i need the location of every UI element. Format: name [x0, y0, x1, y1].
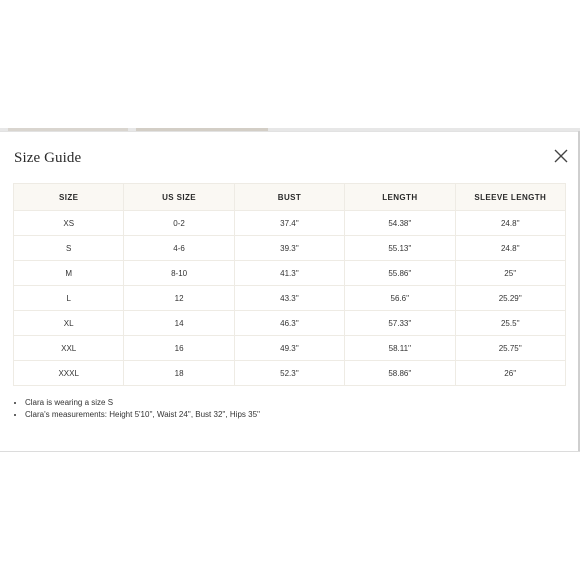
table-row: [14, 286, 566, 311]
cell-bust: 41.3'': [234, 261, 344, 286]
cell-length: 56.6'': [345, 286, 455, 311]
list-item: • Clara is wearing a size S: [25, 397, 260, 409]
cell-us-size: 8-10: [124, 261, 234, 286]
size-guide-modal: [0, 131, 580, 452]
cell-bust: 39.3'': [234, 236, 344, 261]
table-row: [14, 261, 566, 286]
cell-sleeve-length: 25'': [455, 261, 565, 286]
table-header-row: [14, 184, 566, 211]
cell-us-size: 14: [124, 311, 234, 336]
cell-sleeve-length: 26'': [455, 361, 565, 386]
cell-us-size: 16: [124, 336, 234, 361]
cell-length: 58.86'': [345, 361, 455, 386]
table-row: [14, 361, 566, 386]
cell-size: M: [14, 261, 124, 286]
cell-sleeve-length: 25.75'': [455, 336, 565, 361]
cell-us-size: 0-2: [124, 211, 234, 236]
modal-title: Size Guide: [14, 150, 82, 166]
table-row: [14, 236, 566, 261]
cell-us-size: 4-6: [124, 236, 234, 261]
column-header-size: SIZE: [14, 184, 124, 211]
cell-us-size: 18: [124, 361, 234, 386]
close-icon: [552, 147, 570, 165]
cell-length: 57.33'': [345, 311, 455, 336]
column-header-sleeve-length: SLEEVE LENGTH: [455, 184, 565, 211]
cell-bust: 37.4'': [234, 211, 344, 236]
cell-size: XS: [14, 211, 124, 236]
cell-length: 54.38'': [345, 211, 455, 236]
cell-bust: 49.3'': [234, 336, 344, 361]
column-header-bust: BUST: [234, 184, 344, 211]
cell-bust: 43.3'': [234, 286, 344, 311]
table-row: [14, 336, 566, 361]
cell-size: XXXL: [14, 361, 124, 386]
close-button[interactable]: [552, 147, 570, 165]
cell-size: XL: [14, 311, 124, 336]
cell-size: L: [14, 286, 124, 311]
cell-size: XXL: [14, 336, 124, 361]
size-table: [13, 183, 566, 386]
cell-sleeve-length: 24.8'': [455, 236, 565, 261]
cell-length: 58.11'': [345, 336, 455, 361]
cell-sleeve-length: 24.8'': [455, 211, 565, 236]
table-row: [14, 211, 566, 236]
cell-bust: 52.3'': [234, 361, 344, 386]
column-header-length: LENGTH: [345, 184, 455, 211]
cell-us-size: 12: [124, 286, 234, 311]
cell-size: S: [14, 236, 124, 261]
cell-length: 55.86'': [345, 261, 455, 286]
cell-sleeve-length: 25.5'': [455, 311, 565, 336]
table-row: [14, 311, 566, 336]
column-header-us-size: US SIZE: [124, 184, 234, 211]
cell-length: 55.13'': [345, 236, 455, 261]
cell-bust: 46.3'': [234, 311, 344, 336]
list-item: • Clara's measurements: Height 5'10'', Waist 24'', Bust 32'', Hips 35'': [25, 409, 260, 421]
cell-sleeve-length: 25.29'': [455, 286, 565, 311]
model-notes: [13, 397, 260, 421]
